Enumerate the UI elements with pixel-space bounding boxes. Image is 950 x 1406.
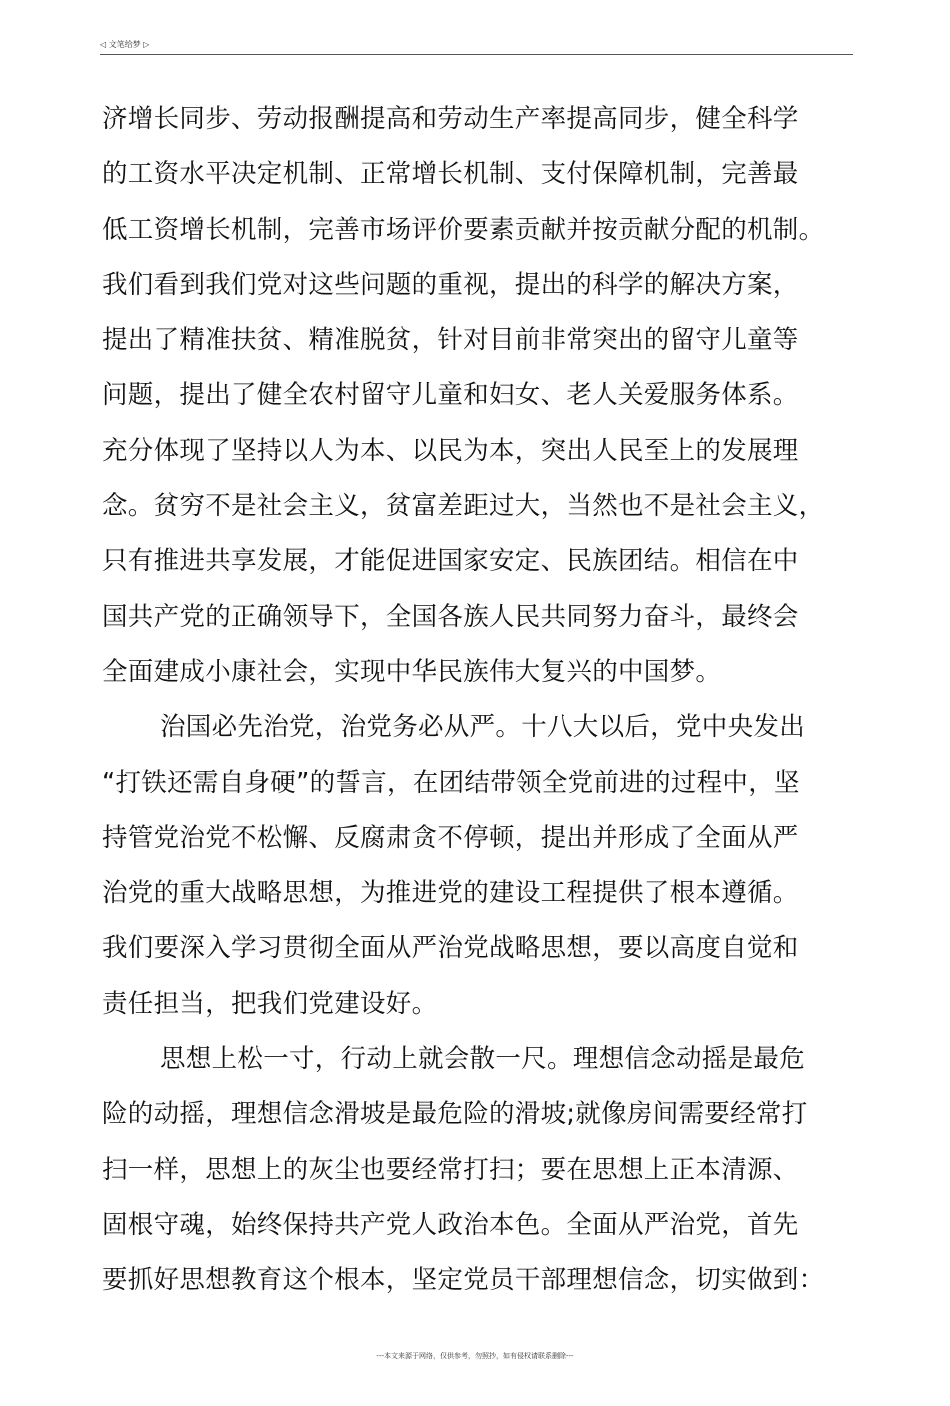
text-line: 险的动摇，理想信念滑坡是最危险的滑坡;就像房间需要经常打 (102, 1099, 808, 1130)
text-line: 充分体现了坚持以人为本、以民为本，突出人民至上的发展理 (102, 435, 799, 466)
page-footer: ---本文来源于网络，仅供参考，勿照抄，如有侵权请联系删除--- (376, 1352, 574, 1360)
page-header (100, 38, 853, 55)
text-line: 持管党治党不松懈、反腐肃贪不停顿，提出并形成了全面从严 (102, 822, 799, 853)
text-line: 低工资增长机制，完善市场评价要素贡献并按贡献分配的机制。 (102, 214, 825, 245)
text-line: 责任担当，把我们党建设好。 (102, 988, 438, 1019)
text-line: 全面建成小康社会，实现中华民族伟大复兴的中国梦。 (102, 656, 722, 687)
paragraph-start-line: 思想上松一寸，行动上就会散一尺。理想信念动摇是最危 (160, 1044, 806, 1075)
text-line: 念。贫穷不是社会主义，贫富差距过大，当然也不是社会主义， (102, 491, 825, 522)
text-line: 要抓好思想教育这个根本，坚定党员干部理想信念，切实做到： (102, 1265, 825, 1296)
text-line: 我们看到我们党对这些问题的重视，提出的科学的解决方案， (102, 269, 799, 300)
text-line: 我们要深入学习贯彻全面从严治党战略思想，要以高度自觉和 (102, 933, 799, 964)
text-line: 济增长同步、劳动报酬提高和劳动生产率提高同步，健全科学 (102, 104, 799, 134)
document-body (102, 92, 862, 1309)
header-text: ◁ 文笔给梦 ▷ (100, 40, 150, 49)
text-line: 只有推进共享发展，才能促进国家安定、民族团结。相信在中 (102, 546, 799, 577)
text-line: 问题，提出了健全农村留守儿童和妇女、老人关爱服务体系。 (102, 380, 799, 411)
text-line: 提出了精准扶贫、精准脱贫，针对目前非常突出的留守儿童等 (102, 325, 799, 356)
text-line: 国共产党的正确领导下，全国各族人民共同努力奋斗，最终会 (102, 601, 799, 632)
paragraph-start-line: 治国必先治党，治党务必从严。十八大以后，党中央发出 (160, 712, 806, 743)
text-line: 固根守魂，始终保持共产党人政治本色。全面从严治党，首先 (102, 1209, 799, 1240)
text-line: 的工资水平决定机制、正常增长机制、支付保障机制，完善最 (102, 159, 799, 190)
text-line: 治党的重大战略思想，为推进党的建设工程提供了根本遵循。 (102, 878, 799, 909)
text-line: “打铁还需自身硬”的誓言，在团结带领全党前进的过程中，坚 (102, 767, 800, 798)
text-line: 扫一样，思想上的灰尘也要经常打扫；要在思想上正本清源、 (102, 1154, 799, 1185)
